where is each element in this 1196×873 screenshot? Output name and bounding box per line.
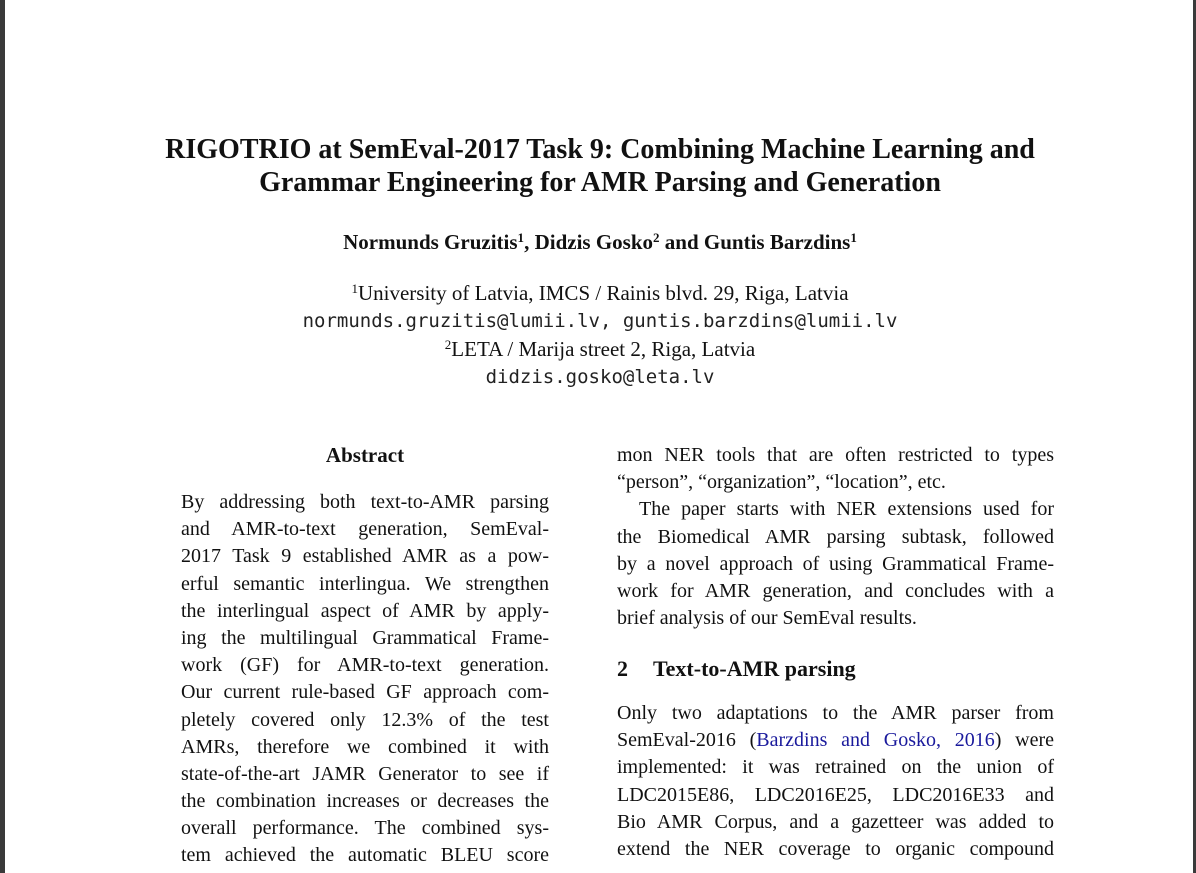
text-fragment: ) were — [994, 729, 1054, 752]
text-line — [617, 727, 1054, 754]
text-line: Bio AMR Corpus, and a gazetteer was added to — [617, 810, 1054, 833]
author-name: Normunds Gruzitis — [343, 230, 518, 254]
text-line: Our current rule-based GF approach com- — [181, 681, 549, 704]
text-line: overall performance. The combined sys- — [181, 817, 549, 840]
title-line: Grammar Engineering for AMR Parsing and Generation — [259, 167, 941, 198]
section-title: Text-to-AMR parsing — [653, 656, 856, 681]
text-line: state-of-the-art JAMR Generator to see if — [181, 762, 549, 785]
text-line: erful semantic interlingua. We strengthen — [181, 572, 549, 595]
affiliation-text: University of Latvia, IMCS / Rainis blvd. 29, Riga, Latvia — [357, 281, 849, 305]
text-line: pletely covered only 12.3% of the test — [181, 708, 549, 731]
text-line: LDC2015E86, LDC2016E25, LDC2016E33 and — [617, 783, 1054, 806]
text-line: mon NER tools that are often restricted to types — [617, 444, 1054, 466]
affiliation-text: LETA / Marija street 2, Riga, Latvia — [451, 337, 756, 361]
text-line: ing the multilingual Grammatical Frame- — [181, 626, 549, 649]
text-line: the combination increases or decreases the — [181, 790, 549, 813]
citation-separator: , — [935, 729, 955, 752]
affiliation-emails: didzis.gosko@leta.lv — [485, 366, 715, 388]
citation-link[interactable] — [756, 729, 994, 751]
text-line: the interlingual aspect of AMR by apply- — [181, 599, 549, 622]
abstract-heading: Abstract — [325, 443, 405, 467]
text-line: implemented: it was retrained on the union of — [617, 756, 1054, 779]
text-line: and AMR-to-text generation, SemEval- — [181, 518, 549, 541]
text-line: By addressing both text-to-AMR parsing — [181, 491, 549, 513]
citation-authors: Barzdins and Gosko — [756, 729, 936, 752]
citation-year: 2016 — [954, 729, 995, 752]
affiliation-mark: 1 — [351, 280, 358, 296]
author-affiliation-mark: 2 — [653, 229, 660, 245]
author-name: Guntis Barzdins — [703, 230, 851, 254]
section-body — [617, 700, 1054, 863]
abstract-body — [181, 489, 549, 870]
introduction-continued — [617, 442, 1054, 632]
text-line: Only two adaptations to the AMR parser from — [617, 702, 1054, 724]
author-separator: , — [524, 230, 535, 254]
text-line: extend the NER coverage to organic compound — [617, 837, 1054, 860]
text-fragment: SemEval-2016 ( — [617, 729, 757, 752]
affiliation-mark: 2 — [444, 336, 452, 352]
text-line: brief analysis of our SemEval results. — [617, 607, 917, 630]
author-separator: and — [659, 230, 704, 254]
text-line: work for AMR generation, and concludes with a — [617, 579, 1054, 602]
author-affiliation-mark: 1 — [517, 229, 525, 245]
text-line: AMRs, therefore we combined it with — [181, 735, 549, 758]
text-line: 2017 Task 9 established AMR as a pow- — [181, 545, 549, 568]
affiliation-emails: normunds.gruzitis@lumii.lv, guntis.barzdins@lumii.lv — [302, 310, 898, 332]
author-name: Didzis Gosko — [534, 230, 654, 254]
section-number: 2 — [617, 656, 628, 681]
text-line: The paper starts with NER extensions used for — [639, 498, 1054, 521]
window-left-edge — [0, 0, 5, 873]
text-line: the Biomedical AMR parsing subtask, followed — [617, 525, 1054, 548]
text-line: “person”, “organization”, “location”, etc. — [617, 471, 946, 494]
author-affiliation-mark: 1 — [850, 229, 857, 245]
affiliation — [100, 279, 1100, 307]
affiliation — [100, 335, 1100, 363]
text-line: by a novel approach of using Grammatical Frame- — [617, 552, 1054, 575]
author-list — [100, 228, 1100, 256]
section-heading — [617, 655, 1054, 683]
text-line: work (GF) for AMR-to-text generation. — [181, 654, 549, 677]
text-line: tem achieved the automatic BLEU score — [181, 844, 549, 867]
paper-title — [100, 133, 1100, 199]
title-line: RIGOTRIO at SemEval-2017 Task 9: Combining Machine Learning and — [165, 134, 1035, 165]
